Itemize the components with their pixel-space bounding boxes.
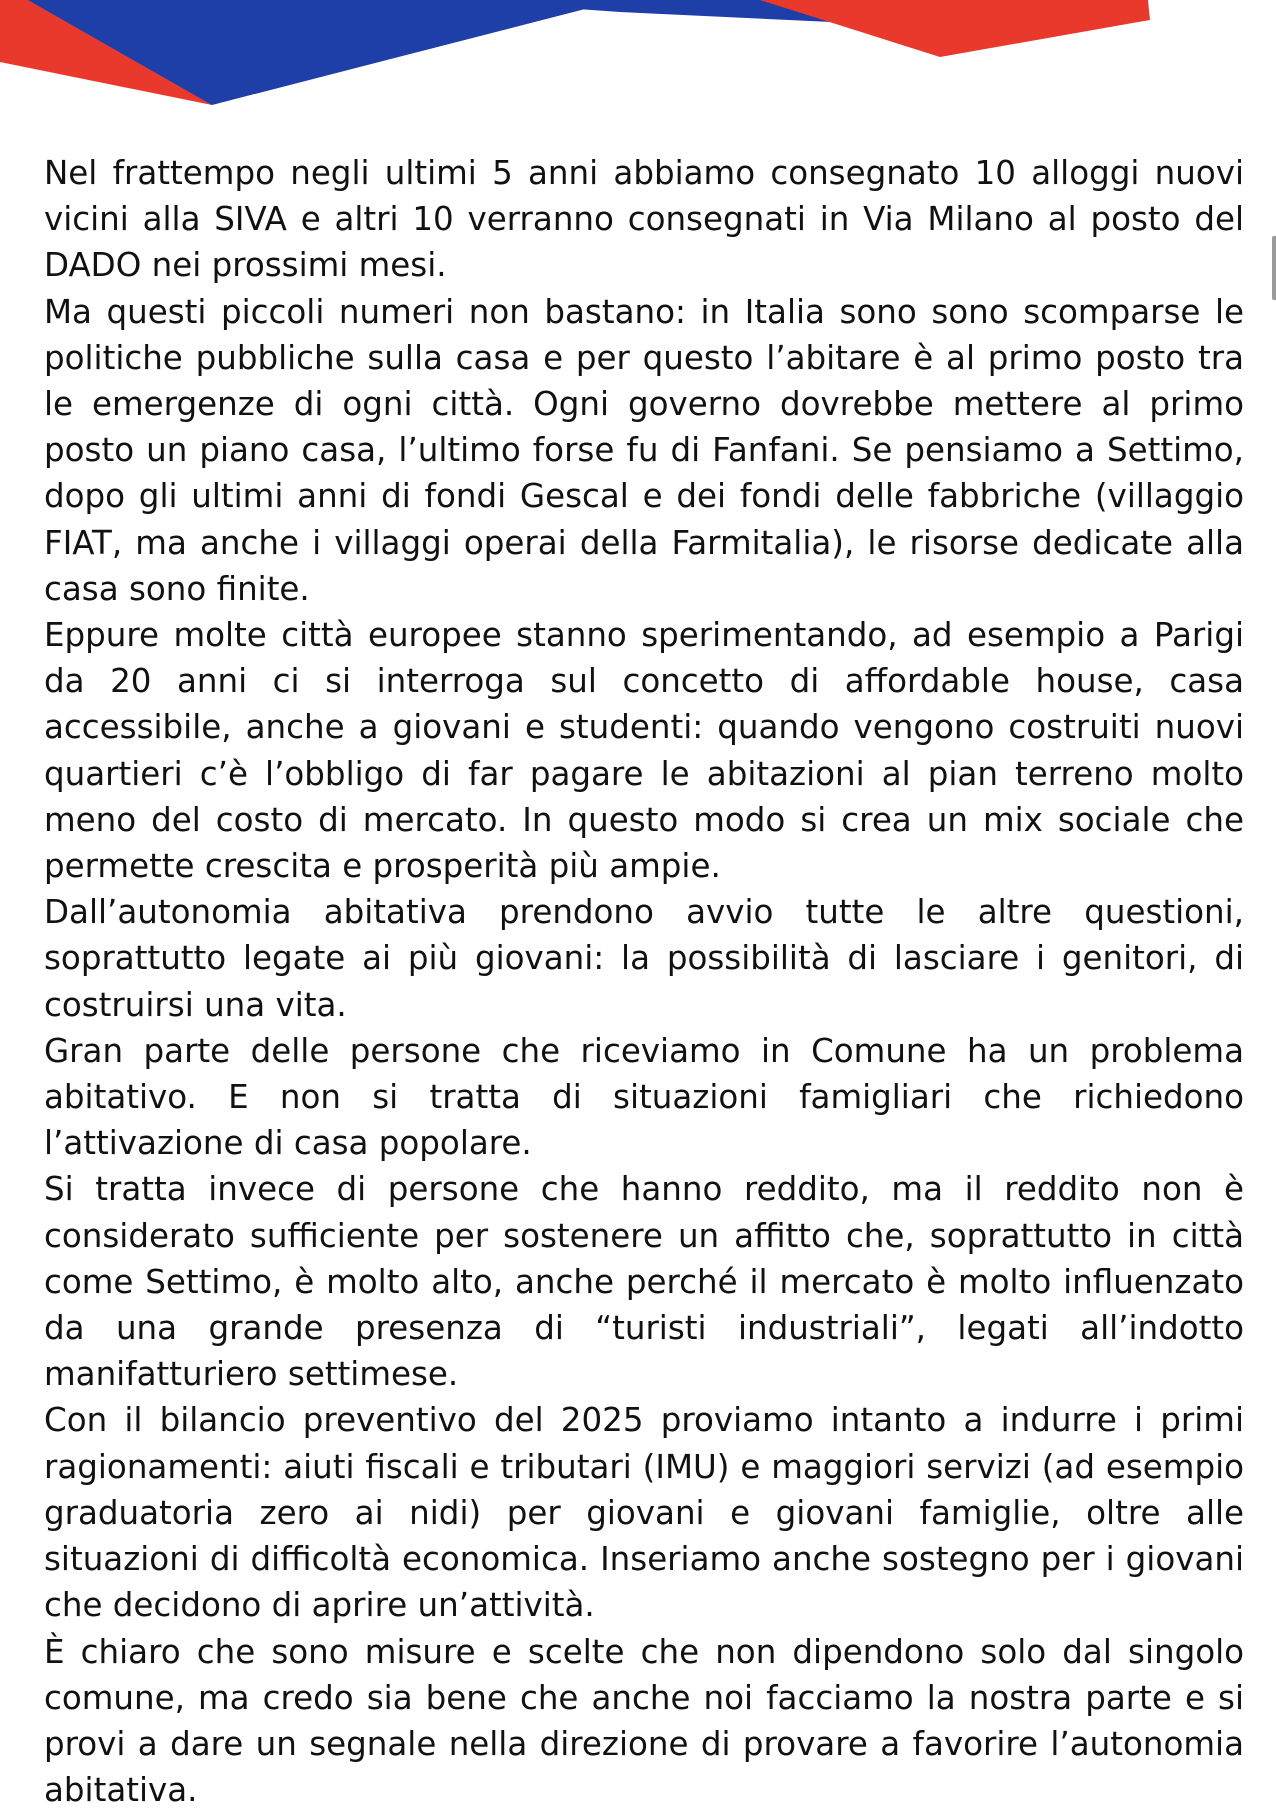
article-paragraph: Nel frattempo negli ultimi 5 anni abbiamo consegnato 10 alloggi nuovi vicini alla SIVA e altri 10 verranno consegnati in Via Milano al posto del DADO nei prossimi mesi. [44,154,1244,285]
article-paragraph: Si tratta invece di persone che hanno reddito, ma il reddito non è considerato sufficiente per sostenere un affitto che, soprattutto in città come Settimo, è molto alto, anche perché il mercato è molto influenzato da una grande presenza di “turisti industriali”, legati all’indotto manifatturiero settimese. [44,1170,1244,1394]
article-paragraph: Dall’autonomia abitativa prendono avvio tutte le altre questioni, soprattutto legate ai più giovani: la possibilità di lasciare i genitori, di costruirsi una vita. [44,893,1244,1024]
article-paragraph: È chiaro che sono misure e scelte che non dipendono solo dal singolo comune, ma credo sia bene che anche noi facciamo la nostra parte e si provi a dare un segnale nella direzione di provare a favorire l’autonomia abitativa. [44,1632,1244,1810]
header-banner [0,0,1276,110]
article-paragraph: Gran parte delle persone che riceviamo in Comune ha un problema abitativo. E non si tratta di situazioni famigliari che richiedono l’attivazione di casa popolare. [44,1031,1244,1163]
scrollbar-thumb[interactable] [1272,236,1276,300]
article-paragraph: Eppure molte città europee stanno sperimentando, ad esempio a Parigi da 20 anni ci si interroga sul concetto di affordable house, casa accessibile, anche a giovani e studenti: quando vengono costruiti nuovi quartieri c’è l’obbligo di far pagare le abitazioni al pian terreno molto meno del costo di mercato. In questo modo si crea un mix sociale che permette crescita e prosperità più ampie. [44,616,1244,886]
article-body [44,150,1244,1813]
article-paragraph: Con il bilancio preventivo del 2025 proviamo intanto a indurre i primi ragionamenti: aiuti fiscali e tributari (IMU) e maggiori servizi (ad esempio graduatoria zero ai nidi) per giovani e giovani famiglie, oltre alle situazioni di difficoltà economica. Inseriamo anche sostegno per i giovani che decidono di aprire un’attività. [44,1401,1244,1625]
article-paragraph: Ma questi piccoli numeri non bastano: in Italia sono sono scomparse le politiche pubbliche sulla casa e per questo l’abitare è al primo posto tra le emergenze di ogni città. Ogni governo dovrebbe mettere al primo posto un piano casa, l’ultimo forse fu di Fanfani. Se pensiamo a Settimo, dopo gli ultimi anni di fondi Gescal e dei fondi delle fabbriche (villaggio FIAT, ma anche i villaggi operai della Farmitalia), le risorse dedicate alla casa sono finite. [44,292,1244,608]
banner-red-right-shape [760,0,1150,57]
